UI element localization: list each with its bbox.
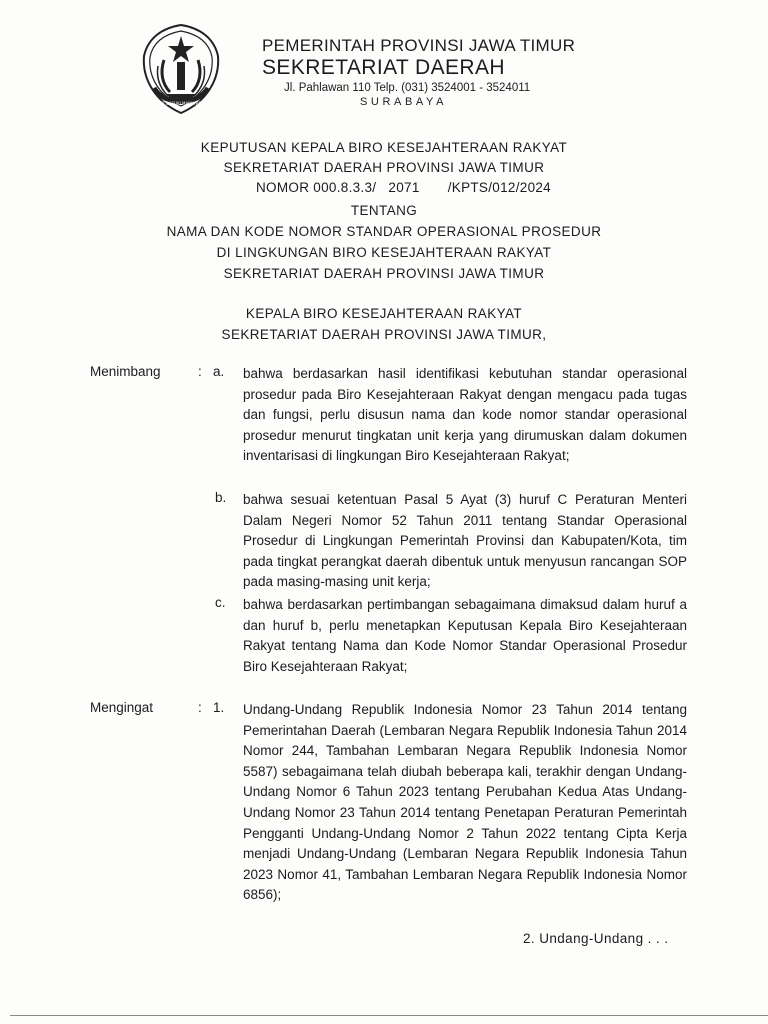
government-name: PEMERINTAH PROVINSI JAWA TIMUR xyxy=(262,36,576,55)
decree-number xyxy=(256,180,551,195)
menimbang-item-c-marker: c. xyxy=(215,595,226,610)
mengingat-colon: : xyxy=(198,700,202,715)
menimbang-label: Menimbang xyxy=(90,364,161,379)
official-title-line-1: KEPALA BIRO KESEJAHTERAAN RAKYAT xyxy=(245,306,523,321)
mengingat-item-1-marker: 1. xyxy=(213,700,225,715)
coat-of-arms-logo xyxy=(140,22,222,116)
subject-line-2: DI LINGKUNGAN BIRO KESEJAHTERAAN RAKYAT xyxy=(216,245,552,260)
subject-line-3: SEKRETARIAT DAERAH PROVINSI JAWA TIMUR xyxy=(223,266,545,281)
address-line: Jl. Pahlawan 110 Telp. (031) 3524001 - 3524011 xyxy=(284,82,531,94)
letterhead xyxy=(262,36,642,108)
menimbang-colon: : xyxy=(198,364,202,379)
menimbang-item-b-text: bahwa sesuai ketentuan Pasal 5 Ayat (3) huruf C Peraturan Menteri Dalam Negeri Nomor 52 Tahun 2011 tentang Standar Operasional Prosedur di Lingkungan Pemerintah Provinsi dan Kabupaten/Kota, tim pada tingkat perangkat daerah dibentuk untuk menyusun rancangan SOP pada masing-masing unit kerja; xyxy=(243,492,687,590)
menimbang-item-a-text: bahwa berdasarkan hasil identifikasi kebutuhan standar operasional prosedur pada Biro Kesejahteraan Rakyat dengan mengacu pada tugas dan fungsi, perlu disusun nama dan kode nomor standar operasional prosedur menurut tingkatan unit kerja yang dirumuskan dalam dokumen inventarisasi di lingkungan Biro Kesejahteraan Rakyat; xyxy=(243,366,687,464)
decree-number-suffix: /KPTS/012/2024 xyxy=(447,180,551,195)
menimbang-item-c-text: bahwa berdasarkan pertimbangan sebagaimana dimaksud dalam huruf a dan huruf b, perlu menetapkan Keputusan Kepala Biro Kesejahteraan Rakyat tentang Nama dan Kode Nomor Standar Operasional Prosedur Biro Kesejahteraan Rakyat; xyxy=(243,597,687,674)
decree-title-line-1: KEPUTUSAN KEPALA BIRO KESEJAHTERAAN RAKYAT xyxy=(200,140,568,155)
menimbang-item-a-marker: a. xyxy=(213,364,225,379)
east-java-coat-of-arms-icon xyxy=(140,22,222,116)
decree-title-line-2: SEKRETARIAT DAERAH PROVINSI JAWA TIMUR xyxy=(223,160,545,175)
tentang-heading: TENTANG xyxy=(350,203,418,218)
continuation-note: 2. Undang-Undang . . . xyxy=(523,931,669,946)
subject-line-1: NAMA DAN KODE NOMOR STANDAR OPERASIONAL PROSEDUR xyxy=(166,224,602,239)
menimbang-item-b-marker: b. xyxy=(215,490,227,505)
mengingat-item-1-text: Undang-Undang Republik Indonesia Nomor 23 Tahun 2014 tentang Pemerintahan Daerah (Lembaran Negara Republik Indonesia Tahun 2014 Nomor 244, Tambahan Lembaran Negara Republik Indonesia Nomor 5587) sebagaimana telah diubah beberapa kali, terakhir dengan Undang-Undang Nomor 6 Tahun 2023 tentang Perubahan Kedua Atas Undang-Undang Nomor 23 Tahun 2014 tentang Penetapan Peraturan Pemerintah Pengganti Undang-Undang Nomor 2 Tahun 2022 tentang Cipta Kerja menjadi Undang-Undang (Lembaran Negara Republik Indonesia Tahun 2023 Nomor 41, Tambahan Lembaran Negara Republik Indonesia Nomor 6856); xyxy=(243,702,687,903)
decree-number-value: 2071 xyxy=(388,180,420,195)
page-bottom-rule xyxy=(10,1015,768,1016)
city-line: SURABAYA xyxy=(360,96,448,108)
mengingat-label: Mengingat xyxy=(90,700,154,715)
logo-motto: JER BASUKI MAWA BEA xyxy=(158,101,204,106)
secretariat-name: SEKRETARIAT DAERAH xyxy=(262,56,505,79)
official-title-line-2: SEKRETARIAT DAERAH PROVINSI JAWA TIMUR, xyxy=(221,327,547,342)
decree-number-prefix: NOMOR 000.8.3.3/ xyxy=(256,180,377,195)
